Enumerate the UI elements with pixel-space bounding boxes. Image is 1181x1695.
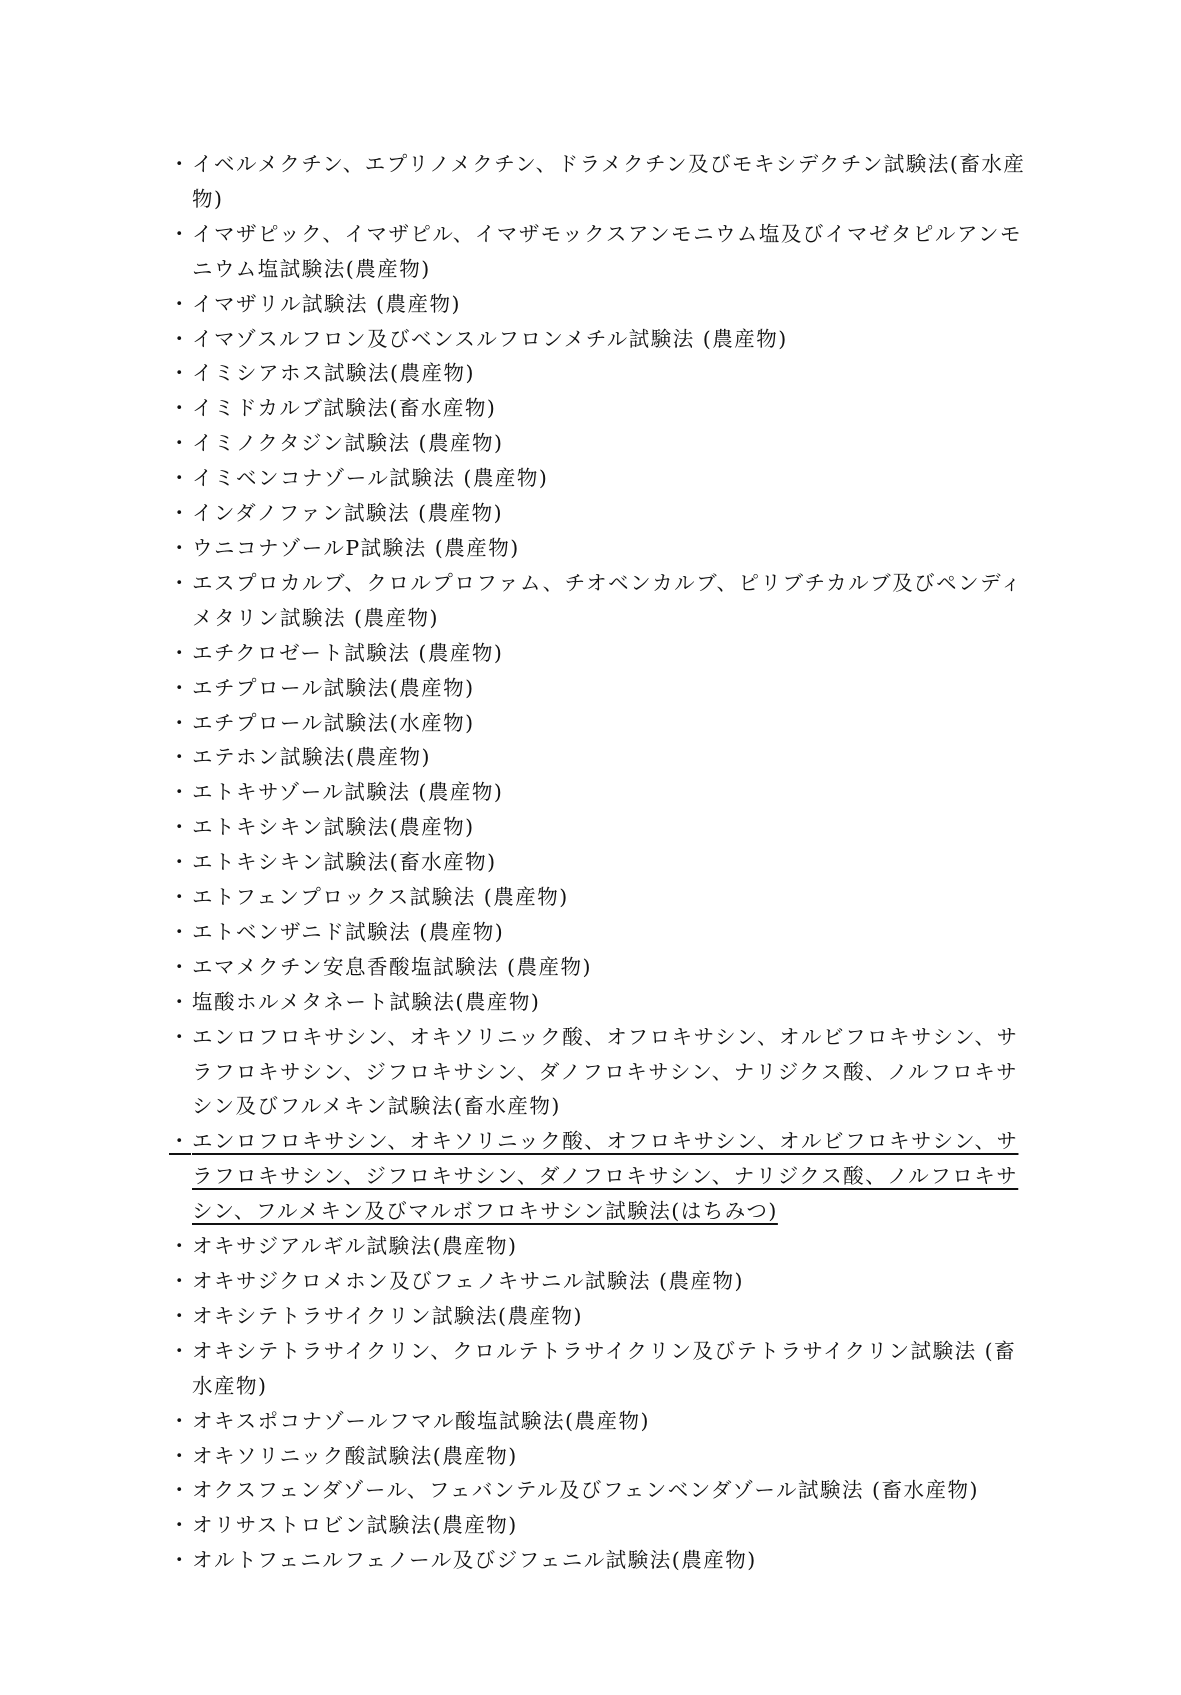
- bullet-marker: ・: [169, 152, 191, 176]
- list-item-text: エチクロゼート試験法 (農産物): [192, 640, 504, 665]
- bullet-marker: ・: [169, 1269, 191, 1293]
- list-item: [168, 950, 1034, 985]
- list-item: [168, 1229, 1034, 1264]
- list-item: [168, 426, 1034, 461]
- list-item-text: ウニコナゾールP試験法 (農産物): [192, 535, 520, 560]
- list-item: [168, 1508, 1034, 1543]
- bullet-marker: ・: [169, 885, 191, 910]
- list-item-text: エトフェンプロックス試験法 (農産物): [192, 885, 569, 910]
- document-page: [168, 147, 1034, 1578]
- list-item: [168, 1439, 1034, 1474]
- list-item-text: イマゾスルフロン及びベンスルフロンメチル試験法 (農産物): [192, 326, 788, 351]
- list-item-text: エンロフロキサシン、オキソリニック酸、オフロキサシン、オルビフロキサシン、サラフロキサシン、ジフロキサシン、ダノフロキサシン、ナリジクス酸、ノルフロキサシン、フルメキン及びマルボフロキサシン試験法(はちみつ): [192, 1129, 1019, 1224]
- bullet-marker: ・: [169, 815, 191, 840]
- list-item-text: エスプロカルブ、クロルプロファム、チオベンカルブ、ピリブチカルブ及びペンディメタリン試験法 (農産物): [192, 570, 1023, 630]
- bullet-marker: ・: [169, 1513, 191, 1538]
- list-item-text: エチプロール試験法(農産物): [192, 675, 475, 700]
- list-item: [168, 356, 1034, 391]
- bullet-marker: ・: [169, 466, 191, 491]
- list-item-text: オキシテトラサイクリン試験法(農産物): [192, 1303, 583, 1328]
- list-item: [168, 1543, 1034, 1578]
- bullet-marker: ・: [169, 1478, 191, 1503]
- bullet-marker: ・: [169, 501, 191, 526]
- bullet-marker: ・: [169, 745, 191, 770]
- list-item: [168, 322, 1034, 357]
- list-item: [168, 1473, 1034, 1508]
- list-item-text: オキサジアルギル試験法(農産物): [192, 1234, 518, 1259]
- list-item-text: イミドカルブ試験法(畜水産物): [192, 396, 497, 421]
- list-item: [168, 217, 1034, 287]
- bullet-marker: ・: [169, 1338, 191, 1363]
- list-item: [168, 636, 1034, 671]
- list-item: [168, 985, 1034, 1020]
- bullet-marker: ・: [169, 989, 191, 1014]
- list-item-text: エトベンザニド試験法 (農産物): [192, 919, 505, 944]
- bullet-marker: ・: [169, 1129, 191, 1154]
- list-item: [168, 810, 1034, 845]
- list-item-text: イミシアホス試験法(農産物): [192, 361, 475, 386]
- bullet-marker: ・: [169, 1024, 191, 1049]
- bullet-marker: ・: [169, 675, 191, 700]
- bullet-marker: ・: [169, 221, 191, 246]
- list-item: [168, 566, 1034, 636]
- list-item-text: エトキシキン試験法(畜水産物): [192, 850, 497, 875]
- bullet-marker: ・: [169, 396, 191, 421]
- list-item-text: オキスポコナゾールフマル酸塩試験法(農産物): [192, 1408, 650, 1433]
- bullet-marker: ・: [169, 710, 191, 735]
- list-item-text: エンロフロキサシン、オキソリニック酸、オフロキサシン、オルビフロキサシン、サラフロキサシン、ジフロキサシン、ダノフロキサシン、ナリジクス酸、ノルフロキサシン及びフルメキン試験法(畜水産物): [192, 1024, 1019, 1119]
- bullet-marker: ・: [169, 640, 191, 665]
- list-item: [168, 880, 1034, 915]
- list-item: [168, 496, 1034, 531]
- bullet-marker: ・: [169, 780, 191, 805]
- list-item-text: オキソリニック酸試験法(農産物): [192, 1443, 518, 1468]
- list-item-text: エマメクチン安息香酸塩試験法 (農産物): [192, 954, 592, 979]
- list-item: [168, 671, 1034, 706]
- list-item-text: エテホン試験法(農産物): [192, 745, 431, 770]
- list-item: [168, 845, 1034, 880]
- bullet-marker: ・: [169, 954, 191, 979]
- bullet-marker: ・: [169, 919, 191, 944]
- list-item-text: イミベンコナゾール試験法 (農産物): [192, 466, 549, 491]
- list-item-text: オリサストロビン試験法(農産物): [192, 1513, 518, 1538]
- list-item: [168, 740, 1034, 775]
- list-item-text: オキシテトラサイクリン、クロルテトラサイクリン及びテトラサイクリン試験法 (畜水産物): [192, 1338, 1017, 1398]
- list-item-text: イベルメクチン、エプリノメクチン、ドラメクチン及びモキシデクチン試験法(畜水産物): [192, 152, 1026, 211]
- list-item: [168, 775, 1034, 810]
- list-item: [168, 915, 1034, 950]
- list-item-text: 塩酸ホルメタネート試験法(農産物): [192, 989, 541, 1014]
- list-item-text: エトキサゾール試験法 (農産物): [192, 780, 504, 805]
- list-item: [168, 1264, 1034, 1299]
- list-item: [168, 1299, 1034, 1334]
- list-item-text: インダノファン試験法 (農産物): [192, 501, 504, 526]
- list-item-text: オキサジクロメホン及びフェノキサニル試験法 (農産物): [192, 1269, 744, 1293]
- list-item-text: オクスフェンダゾール、フェバンテル及びフェンベンダゾール試験法 (畜水産物): [192, 1478, 979, 1503]
- list-item: [168, 706, 1034, 741]
- list-item-text: イミノクタジン試験法 (農産物): [192, 431, 504, 456]
- list-item: [168, 391, 1034, 426]
- list-item: [168, 1124, 1034, 1229]
- list-item: [168, 1020, 1034, 1125]
- bullet-marker: ・: [169, 1548, 191, 1573]
- list-item: [168, 1334, 1034, 1404]
- bullet-marker: ・: [169, 570, 191, 595]
- bullet-marker: ・: [169, 326, 191, 351]
- list-item: [168, 531, 1034, 566]
- list-item-text: オルトフェニルフェノール及びジフェニル試験法(農産物): [192, 1548, 757, 1573]
- bullet-marker: ・: [169, 291, 191, 316]
- list-item-text: エチプロール試験法(水産物): [192, 710, 475, 735]
- bullet-marker: ・: [169, 361, 191, 386]
- list-item-text: エトキシキン試験法(農産物): [192, 815, 475, 840]
- list-item: [168, 1404, 1034, 1439]
- list-item: [168, 147, 1034, 217]
- bullet-marker: ・: [169, 1443, 191, 1468]
- bullet-marker: ・: [169, 1234, 191, 1259]
- list-item: [168, 287, 1034, 322]
- bullet-marker: ・: [169, 431, 191, 456]
- list-item: [168, 461, 1034, 496]
- list-item-text: イマザピック、イマザピル、イマザモックスアンモニウム塩及びイマゼタピルアンモニウム塩試験法(農産物): [192, 221, 1023, 281]
- bullet-marker: ・: [169, 1408, 191, 1433]
- bullet-marker: ・: [169, 850, 191, 875]
- bullet-marker: ・: [169, 1303, 191, 1328]
- bullet-marker: ・: [169, 535, 191, 560]
- list-item-text: イマザリル試験法 (農産物): [192, 291, 462, 316]
- test-method-list: [168, 147, 1034, 1578]
